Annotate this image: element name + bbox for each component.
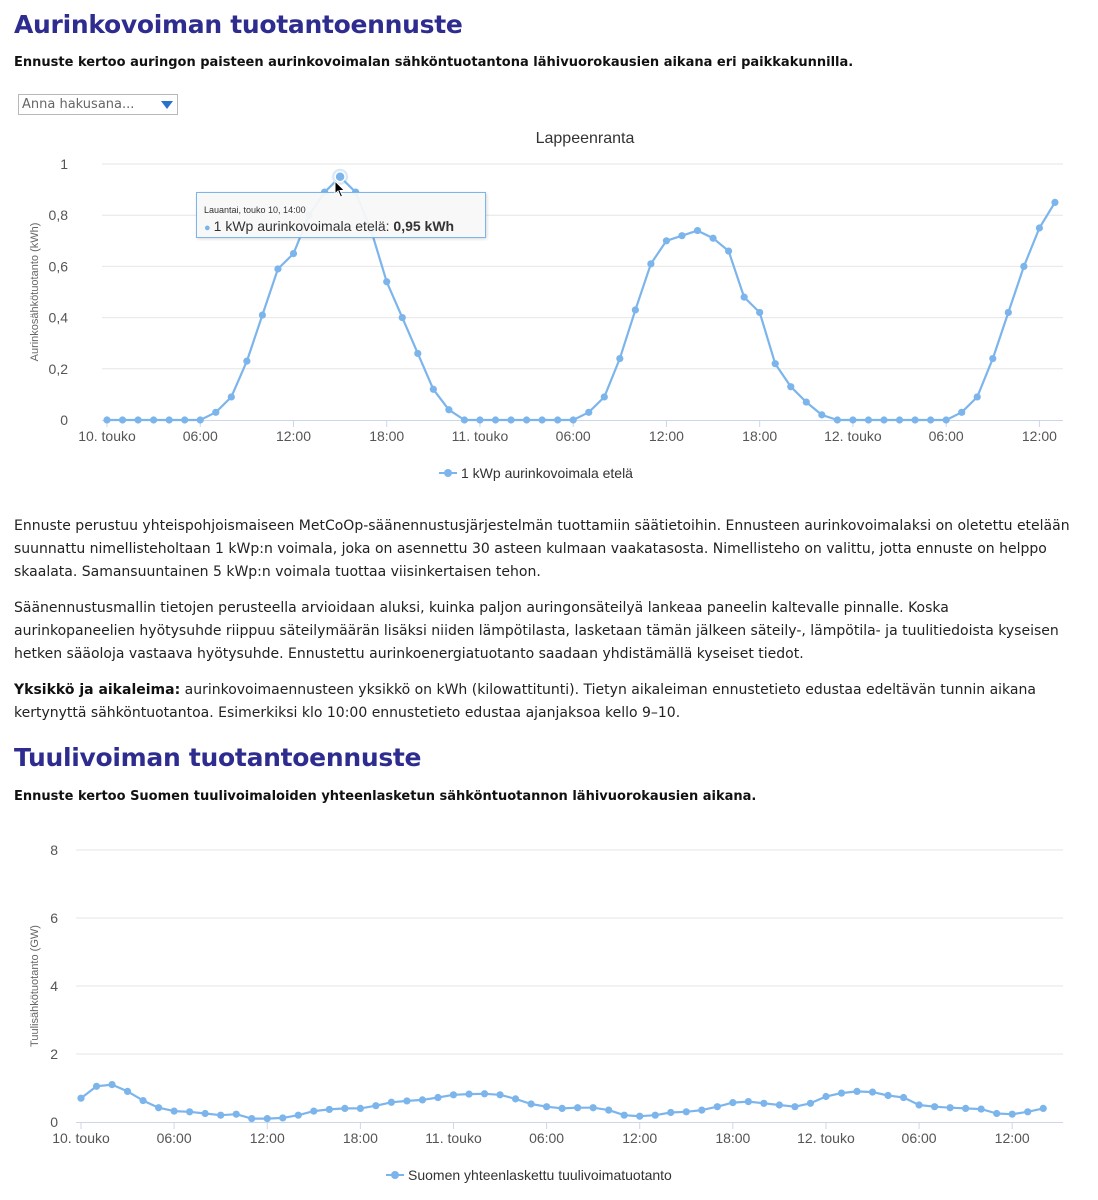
data-point (927, 416, 934, 423)
data-point (958, 409, 965, 416)
data-point (667, 1109, 674, 1116)
data-point (527, 1100, 534, 1107)
wind-forecast-chart (0, 820, 1098, 1200)
data-point (279, 1114, 286, 1121)
unit-label: Yksikkö ja aikaleima: (14, 682, 181, 698)
data-point (1020, 263, 1027, 270)
y-tick-label: 0 (60, 412, 68, 428)
data-point (310, 1108, 317, 1115)
data-point (683, 1108, 690, 1115)
data-point (621, 1112, 628, 1119)
data-point (217, 1112, 224, 1119)
data-point (865, 416, 872, 423)
data-point (605, 1107, 612, 1114)
data-point (993, 1110, 1000, 1117)
data-point (849, 416, 856, 423)
data-point (372, 1102, 379, 1109)
data-point (212, 409, 219, 416)
data-point (741, 294, 748, 301)
unit-paragraph (14, 679, 1074, 725)
location-search-input[interactable] (19, 95, 160, 114)
data-point (492, 416, 499, 423)
data-point (248, 1115, 255, 1122)
wind-section-lead: Ennuste kertoo Suomen tuulivoimaloiden yhteenlasketun sähköntuotannon lähivuorokausien aikana. (14, 789, 757, 804)
chart-tooltip (196, 192, 486, 238)
data-point (186, 1108, 193, 1115)
data-point (139, 1097, 146, 1104)
data-point (838, 1090, 845, 1097)
y-tick-label: 2 (50, 1046, 58, 1062)
x-tick-label: 12:00 (994, 1130, 1030, 1146)
x-tick-label: 18:00 (715, 1130, 751, 1146)
data-point (590, 1104, 597, 1111)
data-point (399, 314, 406, 321)
data-point (197, 416, 204, 423)
solar-forecast-chart (0, 120, 1098, 490)
data-point (414, 350, 421, 357)
y-tick-label: 0 (50, 1114, 58, 1130)
data-point (383, 278, 390, 285)
data-point (1040, 1105, 1047, 1112)
x-tick-label: 06:00 (156, 1130, 192, 1146)
data-point (585, 409, 592, 416)
data-point (155, 1104, 162, 1111)
data-point (869, 1088, 876, 1095)
description-paragraph: Ennuste perustuu yhteispohjoismaiseen MetCoOp-säänennustusjärjestelmän tuottamiin säätietoihin. Ennusteen aurinkovoimalaksi on oletettu etelään suunnattu nimellisteholtaan 1 kWp:n voimala, joka on asennettu 30 asteen kulmaan vaakatasosta. Nimellisteho on valittu, jotta ennuste on helppo skaalata. Samansuuntainen 5 kWp:n voimala tuottaa viisinkertaisen tehon. (14, 518, 1070, 580)
x-tick-label: 12. touko (797, 1130, 855, 1146)
data-point (791, 1103, 798, 1110)
x-tick-label: 12:00 (648, 428, 684, 444)
x-tick-label: 06:00 (928, 428, 964, 444)
data-point (652, 1112, 659, 1119)
unit-text: aurinkovoimaennusteen yksikkö on kWh (kilowattitunti). Tietyn aikaleiman ennustetieto edustaa edeltävän tunnin aikana kertynyttä sähköntuotantoa. Esimerkiksi klo 10:00 ennustetieto edustaa ajanjaksoa kello 9–10. (14, 682, 1036, 721)
data-point (134, 416, 141, 423)
mouse-cursor-icon (334, 180, 346, 198)
data-point (647, 260, 654, 267)
data-point (388, 1099, 395, 1106)
legend-marker-icon (391, 1171, 399, 1179)
data-point (341, 1105, 348, 1112)
x-tick-label: 12:00 (622, 1130, 658, 1146)
data-point (834, 416, 841, 423)
data-point (698, 1107, 705, 1114)
data-point (512, 1095, 519, 1102)
data-point (709, 235, 716, 242)
solar-section-heading: Aurinkovoiman tuotantoennuste (14, 10, 463, 39)
data-point (559, 1105, 566, 1112)
data-point (1024, 1108, 1031, 1115)
tooltip-series-marker-icon: ● (204, 222, 211, 234)
data-point (430, 386, 437, 393)
location-search-combobox[interactable] (18, 94, 178, 115)
y-tick-label: 0,4 (48, 309, 68, 326)
data-point (461, 416, 468, 423)
x-tick-label: 12. touko (824, 428, 882, 444)
data-point (714, 1103, 721, 1110)
data-point (274, 265, 281, 272)
data-point (601, 393, 608, 400)
data-point (1009, 1111, 1016, 1118)
description-paragraph: Säänennustusmallin tietojen perusteella arvioidaan aluksi, kuinka paljon auringonsäteilyä lankeaa paneelin kaltevalle pinnalle. Koska aurinkopaneelien hyötysuhde riippuu säteilymäärän lisäksi niiden lämpötilasta, lasketaan tämän jälkeen säteily-, lämpötila- ja tuulitiedoista kyseisen hetken sääoloja vastaava hyötysuhde. Ennustettu aurinkoenergiatuotanto saadaan yhdistämällä kyseiset tiedot. (14, 600, 1059, 662)
data-point (264, 1115, 271, 1122)
data-point (496, 1091, 503, 1098)
data-point (853, 1088, 860, 1095)
data-point (403, 1097, 410, 1104)
x-tick-label: 12:00 (275, 428, 312, 444)
y-tick-label: 0,8 (48, 207, 68, 224)
data-point (202, 1110, 209, 1117)
data-point (900, 1094, 907, 1101)
data-point (694, 227, 701, 234)
data-point (678, 232, 685, 239)
data-point (166, 416, 173, 423)
data-point (962, 1105, 969, 1112)
data-point (450, 1091, 457, 1098)
series-line (81, 1085, 1043, 1119)
x-tick-label: 06:00 (555, 428, 591, 444)
tooltip-header: Lauantai, touko 10, 14:00 (204, 205, 306, 215)
tooltip-value: 0,95 kWh (393, 218, 455, 234)
x-tick-label: 18:00 (369, 428, 405, 444)
data-point (818, 411, 825, 418)
data-point (228, 393, 235, 400)
legend-label: 1 kWp aurinkovoimala etelä (461, 465, 633, 481)
data-point (915, 1101, 922, 1108)
y-tick-label: 4 (50, 978, 58, 994)
dropdown-arrow-icon[interactable] (161, 101, 173, 109)
x-tick-label: 06:00 (901, 1130, 937, 1146)
data-point (663, 237, 670, 244)
data-point (445, 406, 452, 413)
data-point (476, 416, 483, 423)
data-point (1005, 309, 1012, 316)
data-point (776, 1101, 783, 1108)
chart-title: Lappeenranta (535, 130, 635, 147)
solar-description (14, 515, 1074, 738)
data-point (243, 358, 250, 365)
data-point (119, 416, 126, 423)
y-axis-title: Aurinkosähkötuotanto (kWh) (29, 222, 41, 362)
data-point (77, 1095, 84, 1102)
data-point (745, 1098, 752, 1105)
data-point (787, 383, 794, 390)
data-point (171, 1108, 178, 1115)
y-axis-title: Tuulisähkötuotanto (GW) (29, 925, 41, 1047)
data-point (772, 360, 779, 367)
data-point (481, 1090, 488, 1097)
data-point (989, 355, 996, 362)
data-point (632, 306, 639, 313)
x-tick-label: 11. touko (451, 428, 509, 444)
data-point (760, 1100, 767, 1107)
tooltip-series-name: 1 kWp aurinkovoimala etelä: (213, 218, 394, 234)
data-point (974, 393, 981, 400)
data-point (103, 416, 110, 423)
legend-label: Suomen yhteenlaskettu tuulivoimatuotanto (408, 1167, 672, 1183)
data-point (947, 1104, 954, 1111)
y-tick-label: 8 (50, 842, 58, 858)
data-point (150, 416, 157, 423)
legend-marker-icon (444, 469, 452, 477)
y-tick-label: 0,2 (48, 360, 68, 377)
data-point (93, 1083, 100, 1090)
data-point (419, 1096, 426, 1103)
data-point (570, 416, 577, 423)
data-point (507, 416, 514, 423)
solar-section-lead: Ennuste kertoo auringon paisteen aurinkovoimalan sähköntuotantona lähivuorokausien aikana eri paikkakunnilla. (14, 55, 854, 70)
data-point (181, 416, 188, 423)
data-point (543, 1103, 550, 1110)
x-tick-label: 06:00 (529, 1130, 565, 1146)
x-tick-label: 12:00 (249, 1130, 285, 1146)
x-tick-label: 12:00 (1021, 428, 1057, 444)
data-point (822, 1093, 829, 1100)
data-point (574, 1104, 581, 1111)
data-point (896, 416, 903, 423)
data-point (756, 309, 763, 316)
x-tick-label: 11. touko (425, 1130, 482, 1146)
x-tick-label: 10. touko (78, 428, 136, 444)
data-point (943, 416, 950, 423)
data-point (729, 1099, 736, 1106)
data-point (1051, 199, 1058, 206)
data-point (465, 1091, 472, 1098)
data-point (539, 416, 546, 423)
data-point (290, 250, 297, 257)
data-point (636, 1113, 643, 1120)
wind-section-heading: Tuulivoiman tuotantoennuste (14, 743, 422, 772)
x-tick-label: 18:00 (342, 1130, 378, 1146)
y-tick-label: 6 (50, 910, 58, 926)
data-point (108, 1081, 115, 1088)
data-point (884, 1092, 891, 1099)
data-point (911, 416, 918, 423)
data-point (931, 1103, 938, 1110)
data-point (434, 1094, 441, 1101)
data-point (725, 247, 732, 254)
data-point (295, 1112, 302, 1119)
y-tick-label: 0,6 (48, 258, 68, 275)
x-tick-label: 06:00 (182, 428, 218, 444)
data-point (233, 1111, 240, 1118)
data-point (554, 416, 561, 423)
y-tick-label: 1 (60, 156, 68, 172)
data-point (803, 398, 810, 405)
data-point (978, 1105, 985, 1112)
data-point (523, 416, 530, 423)
data-point (1036, 224, 1043, 231)
x-tick-label: 18:00 (742, 428, 778, 444)
data-point (326, 1106, 333, 1113)
data-point (807, 1100, 814, 1107)
x-tick-label: 10. touko (52, 1130, 110, 1146)
data-point (880, 416, 887, 423)
data-point (616, 355, 623, 362)
tooltip-series-line (204, 218, 454, 234)
data-point (357, 1105, 364, 1112)
data-point (124, 1088, 131, 1095)
data-point (259, 311, 266, 318)
